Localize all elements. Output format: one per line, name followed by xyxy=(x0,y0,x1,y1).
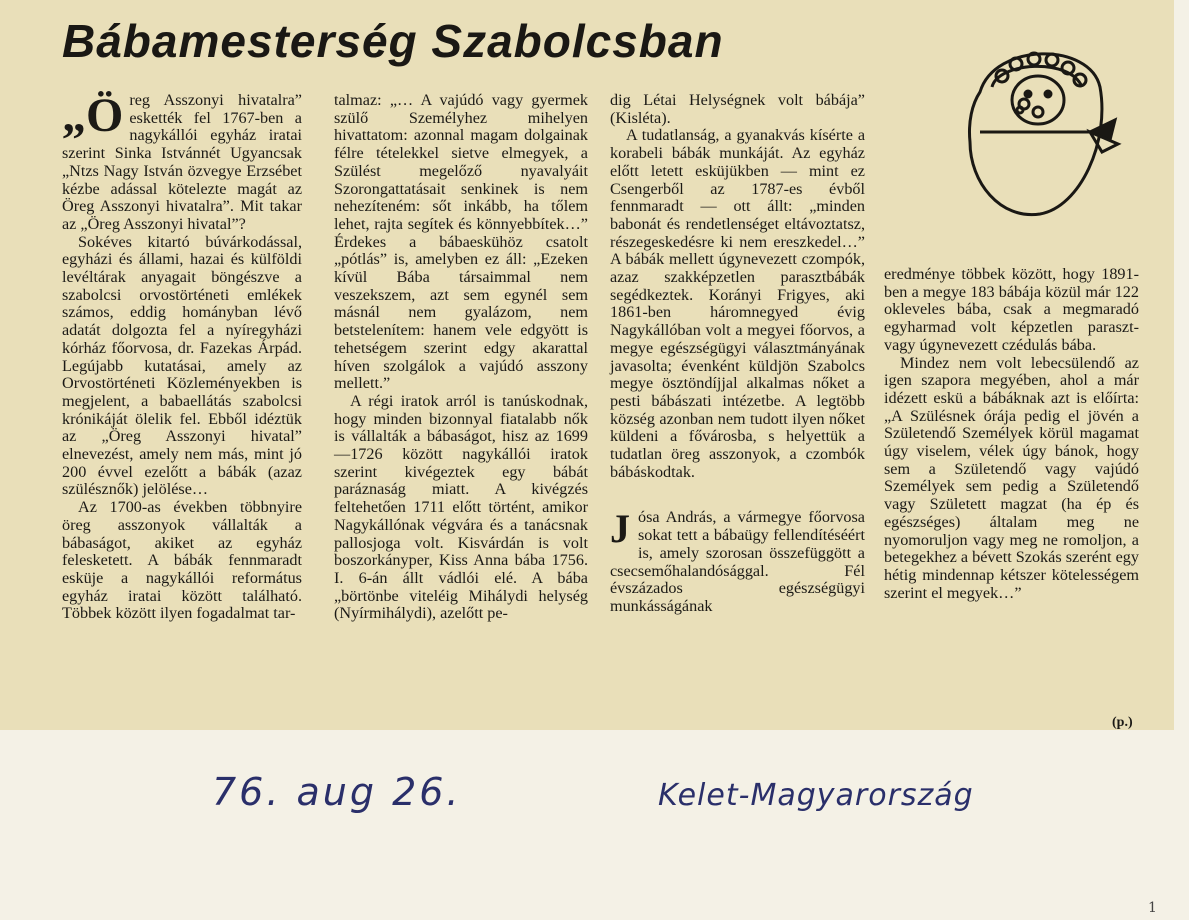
paragraph: „Öreg Asszonyi hivatalra” eskették fel 1767-ben a nagykállói egyház iratai szerint Sinka Istvánnét Ugyancsak „Ntzs Nagy István özvegye Erzsébet kézbe adással kötelezte magát az Öreg Asszonyi hivatalra”. Mit takar az „Öreg Asszonyi hivatal”? xyxy=(62,89,302,233)
paragraph: dig Létai Helységnek volt bábája” (Kisléta). xyxy=(610,91,865,127)
drop-cap: „Ö xyxy=(62,89,124,142)
article-column-1 xyxy=(62,89,302,623)
paragraph: Sokéves kitartó búvárkodással, egyházi és állami, hazai és külföldi levéltárak anyagait böngészve a szabolcsi orvostörténeti emlékek számos, eddig hományban lévő adatát dolgozta fel a nyíregyházi kórház főorvosa, dr. Fazekas Árpád. Legújabb kutatásai, amely az Orvostörténeti Közleményekben is megjelent, a babaellátás szabolcsi krónikáját ölelik fel. Ebből idéztük az „Öreg Asszonyi hivatal” elnevezést, amely nem más, mint jó 200 évvel ezelőtt a bábák (azaz szülésznők) jelölése… xyxy=(62,232,302,499)
handwritten-date: 76. aug 26. xyxy=(212,770,462,814)
swaddled-baby-illustration xyxy=(940,32,1140,232)
paragraph: eredménye többek között, hogy 1891-ben a megye 183 bábája közül már 122 okleveles bába, csak a megmaradó egyharmad volt képzetlen paraszt- vagy úgynevezett czédulás bába. xyxy=(884,265,1139,354)
paragraph: talmaz: „… A vajúdó vagy gyermek szülő Személyhez mihelyen hivattatom: azonnal magam dolgainak félre tételekkel sietve elmegyek, a Szülést megelőző nyavalyáit Szorongattatásait senkinek is nem nehezíteném: sőt inkább, ha tőlem lehet, rajta segítek és könnyebbítek…” Érdekes a bábaeskühöz csatolt „pótlás” is, amelyben ez áll: „Ezeken kívül Bába társaimmal nem veszekszem, azt sem egynél sem másnál nem gyalázom, nem betstelenítem: hanem vele edgyött is tehetségem szerint edgy akarattal híven szolgálok a vajúdó asszony mellett.” xyxy=(334,91,588,393)
drop-cap: J xyxy=(610,506,630,552)
author-signature: (p.) xyxy=(1112,715,1133,730)
paragraph: A régi iratok arról is tanúskodnak, hogy minden bizonnyal fiatalabb nők is vállalták a bábaságot, hisz az 1699—1726 között nagykállói iratok szerint kivégeztek egy bábát paráznaság miatt. A kivégzés feltehetően 1711 előtt történt, amikor Nagykállónak végvára és a tanácsnak pallosjoga volt. Kisvárdán is volt boszorkányper, Kiss Anna bába 1756. I. 6-án állt vádlói elé. A bába „börtönbe viteléig Mihálydi helység (Nyírmihálydi), azelőtt pe- xyxy=(334,391,588,623)
page-mark: 1 xyxy=(1148,900,1157,916)
paragraph: A tudatlanság, a gyanakvás kísérte a korabeli bábák munkáját. Az egyház előtt letett esküjükben — mint ez Csengerből az 1787-es évből fennmaradt — ott állt: „minden babonát és rendetlenséget eltávoztatsz, részegeskedésre ki nem ereszkedel…” A bábák mellett úgynevezett czompók, azaz szakképzetlen parasztbábák segédkeztek. Korányi Frigyes, aki 1861-ben háromnegyed évig Nagykállóban volt a megyei főorvos, a megye egészségügyi választmányának javasolta; évenként küldjön Szabolcs megye ösztöndíjjal alkalmas nőket a pesti bábászati intézetbe. A legtöbb község azonban nem tudott ilyen nőket küldeni a fővárosba, s helyettük a tudatlan öreg asszonyok, a czombók bábáskodtak. xyxy=(610,126,865,481)
article-column-4 xyxy=(884,266,1139,602)
article-column-3 xyxy=(610,92,865,616)
handwritten-source: Kelet-Magyarország xyxy=(658,778,974,813)
paragraph: Mindez nem volt lebecsülendő az igen szapora megyében, ahol a már idézett eskü a bábáknak azt is előírta: „A Szülésnek órája pedig el jövén a Születendő Személyek körül magamat úgy viselem, vélek úgy bánok, hogy sem a Születendő vagy vajúdó Személyek sem pedig a Születendő vagy Született magzat (ha ép és egészséges) általam meg ne nyomoruljon vagy meg ne romoljon, a betegekhez a bévett Szokás szerént egy hétig mindennap kétszer kötelességem szerint el megyek…” xyxy=(884,353,1139,602)
paragraph: Az 1700-as években többnyire öreg asszonyok vállalták a bábaságot, akiket az egyház felesketett. A bábák fennmaradt esküje a nagykállói református egyház iratai között található. Többek között ilyen fogadalmat tar- xyxy=(62,498,302,623)
paragraph: Jósa András, a vármegye főorvosa sokat tett a bábaügy fellendítéséért is, amely szorosan összefüggött a csecsemőhalandósággal. Fél évszázados egészségügyi munkásságának xyxy=(610,506,865,615)
headline: Bábamesterség Szabolcsban xyxy=(62,15,724,67)
article-column-2 xyxy=(334,92,588,623)
